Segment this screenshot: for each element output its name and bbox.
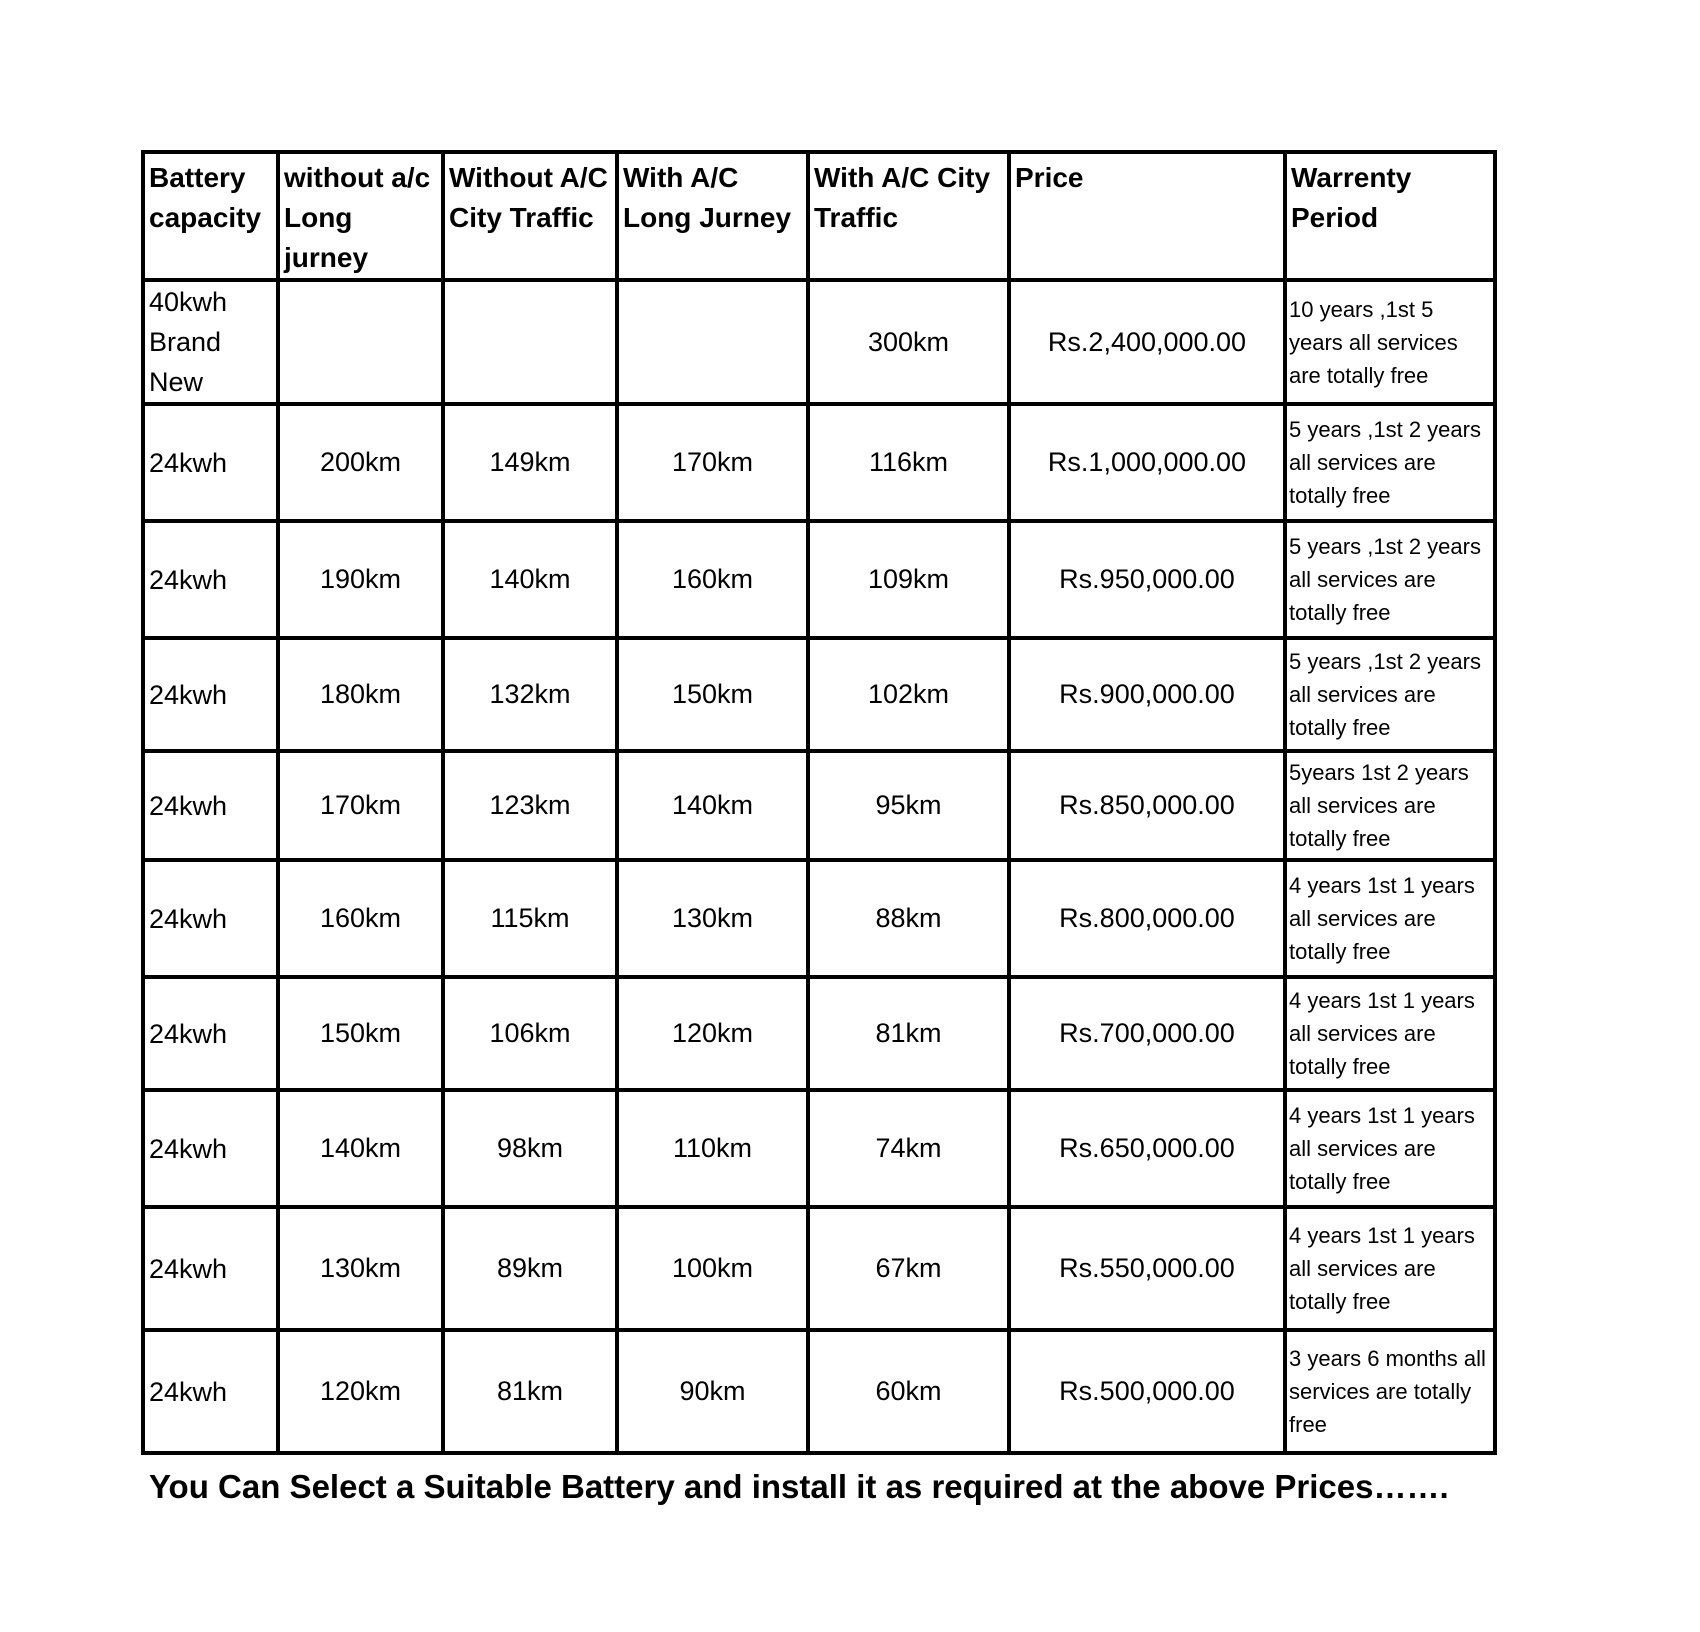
capacity-text: 24kwh	[149, 564, 228, 595]
cell-battery-capacity	[143, 1090, 278, 1207]
cell-without-ac-city-traffic	[443, 280, 617, 404]
cell-without-ac-city-traffic: 123km	[443, 751, 617, 860]
cell-battery-capacity	[143, 404, 278, 521]
cell-warranty-period	[1285, 404, 1495, 521]
warranty-text: 4 years 1st 1 years all services are totally free	[1289, 873, 1475, 964]
header-price: Price	[1009, 152, 1285, 280]
cell-without-ac-long-journey: 120km	[278, 1330, 443, 1453]
cell-with-ac-city-traffic: 88km	[808, 860, 1009, 977]
cell-warranty-period	[1285, 977, 1495, 1090]
cell-battery-capacity	[143, 280, 278, 404]
cell-battery-capacity	[143, 751, 278, 860]
cell-price: Rs.500,000.00	[1009, 1330, 1285, 1453]
warranty-text: 4 years 1st 1 years all services are totally free	[1289, 988, 1475, 1079]
cell-warranty-period	[1285, 638, 1495, 751]
cell-with-ac-long-journey: 170km	[617, 404, 808, 521]
cell-without-ac-long-journey: 150km	[278, 977, 443, 1090]
cell-without-ac-long-journey: 180km	[278, 638, 443, 751]
table-row	[143, 404, 1495, 521]
cell-with-ac-long-journey: 120km	[617, 977, 808, 1090]
footer-note: You Can Select a Suitable Battery and install it as required at the above Prices…….	[149, 1468, 1449, 1505]
cell-warranty-period	[1285, 751, 1495, 860]
table-row	[143, 1330, 1495, 1453]
capacity-text: 24kwh	[149, 1253, 228, 1284]
cell-with-ac-long-journey: 110km	[617, 1090, 808, 1207]
cell-price: Rs.800,000.00	[1009, 860, 1285, 977]
table-row	[143, 860, 1495, 977]
cell-warranty-period	[1285, 521, 1495, 638]
cell-without-ac-city-traffic: 132km	[443, 638, 617, 751]
cell-with-ac-long-journey	[617, 280, 808, 404]
table-row	[143, 638, 1495, 751]
capacity-text: 24kwh	[149, 447, 228, 478]
cell-without-ac-long-journey: 130km	[278, 1207, 443, 1330]
cell-without-ac-city-traffic: 115km	[443, 860, 617, 977]
table-row	[143, 521, 1495, 638]
cell-battery-capacity	[143, 1330, 278, 1453]
cell-warranty-period	[1285, 860, 1495, 977]
warranty-text: 5years 1st 2 years all services are totally free	[1289, 760, 1469, 851]
cell-without-ac-long-journey	[278, 280, 443, 404]
header-without-ac-city-traffic: Without A/C City Traffic	[443, 152, 617, 280]
cell-without-ac-long-journey: 160km	[278, 860, 443, 977]
cell-with-ac-city-traffic: 67km	[808, 1207, 1009, 1330]
cell-warranty-period	[1285, 1090, 1495, 1207]
warranty-text: 10 years ,1st 5 years all services are totally free	[1289, 296, 1458, 388]
cell-with-ac-city-traffic: 109km	[808, 521, 1009, 638]
cell-with-ac-city-traffic: 60km	[808, 1330, 1009, 1453]
header-with-ac-long-journey: With A/C Long Jurney	[617, 152, 808, 280]
cell-price: Rs.2,400,000.00	[1009, 280, 1285, 404]
cell-without-ac-long-journey: 200km	[278, 404, 443, 521]
cell-battery-capacity	[143, 521, 278, 638]
cell-with-ac-long-journey: 100km	[617, 1207, 808, 1330]
table-row	[143, 1207, 1495, 1330]
header-without-ac-long-journey: without a/c Long jurney	[278, 152, 443, 280]
cell-price: Rs.900,000.00	[1009, 638, 1285, 751]
cell-price: Rs.650,000.00	[1009, 1090, 1285, 1207]
warranty-text: 5 years ,1st 2 years all services are totally free	[1289, 417, 1481, 508]
capacity-text: 24kwh	[149, 1376, 228, 1407]
cell-price: Rs.950,000.00	[1009, 521, 1285, 638]
cell-price: Rs.1,000,000.00	[1009, 404, 1285, 521]
cell-warranty-period	[1285, 1330, 1495, 1453]
header-row	[143, 152, 1495, 280]
header-warranty-period: Warrenty Period	[1285, 152, 1495, 280]
table-row	[143, 977, 1495, 1090]
cell-without-ac-long-journey: 170km	[278, 751, 443, 860]
cell-without-ac-long-journey: 140km	[278, 1090, 443, 1207]
cell-without-ac-city-traffic: 98km	[443, 1090, 617, 1207]
cell-battery-capacity	[143, 638, 278, 751]
capacity-text: 24kwh	[149, 1133, 228, 1164]
cell-price: Rs.850,000.00	[1009, 751, 1285, 860]
battery-price-table	[141, 150, 1497, 1455]
cell-battery-capacity	[143, 977, 278, 1090]
warranty-text: 5 years ,1st 2 years all services are totally free	[1289, 649, 1481, 740]
cell-with-ac-city-traffic: 74km	[808, 1090, 1009, 1207]
table-row	[143, 280, 1495, 404]
cell-battery-capacity	[143, 1207, 278, 1330]
table-row	[143, 751, 1495, 860]
cell-without-ac-city-traffic: 140km	[443, 521, 617, 638]
cell-with-ac-long-journey: 140km	[617, 751, 808, 860]
cell-with-ac-city-traffic: 102km	[808, 638, 1009, 751]
cell-without-ac-city-traffic: 149km	[443, 404, 617, 521]
cell-without-ac-city-traffic: 89km	[443, 1207, 617, 1330]
capacity-text: 40kwh Brand New	[149, 287, 228, 397]
warranty-text: 4 years 1st 1 years all services are totally free	[1289, 1223, 1475, 1314]
cell-without-ac-long-journey: 190km	[278, 521, 443, 638]
cell-without-ac-city-traffic: 81km	[443, 1330, 617, 1453]
cell-warranty-period	[1285, 280, 1495, 404]
cell-with-ac-city-traffic: 95km	[808, 751, 1009, 860]
capacity-text: 24kwh	[149, 1018, 228, 1049]
warranty-text: 3 years 6 months all services are totally free	[1289, 1346, 1486, 1437]
cell-price: Rs.550,000.00	[1009, 1207, 1285, 1330]
capacity-text: 24kwh	[149, 790, 228, 821]
cell-price: Rs.700,000.00	[1009, 977, 1285, 1090]
table-row	[143, 1090, 1495, 1207]
cell-with-ac-long-journey: 90km	[617, 1330, 808, 1453]
cell-with-ac-long-journey: 150km	[617, 638, 808, 751]
cell-with-ac-city-traffic: 116km	[808, 404, 1009, 521]
cell-with-ac-city-traffic: 300km	[808, 280, 1009, 404]
warranty-text: 4 years 1st 1 years all services are totally free	[1289, 1103, 1475, 1194]
capacity-text: 24kwh	[149, 679, 228, 710]
cell-battery-capacity	[143, 860, 278, 977]
header-battery-capacity: Battery capacity	[143, 152, 278, 280]
cell-with-ac-long-journey: 130km	[617, 860, 808, 977]
cell-without-ac-city-traffic: 106km	[443, 977, 617, 1090]
cell-with-ac-long-journey: 160km	[617, 521, 808, 638]
warranty-text: 5 years ,1st 2 years all services are totally free	[1289, 534, 1481, 625]
cell-warranty-period	[1285, 1207, 1495, 1330]
capacity-text: 24kwh	[149, 903, 228, 934]
cell-with-ac-city-traffic: 81km	[808, 977, 1009, 1090]
header-with-ac-city-traffic: With A/C City Traffic	[808, 152, 1009, 280]
